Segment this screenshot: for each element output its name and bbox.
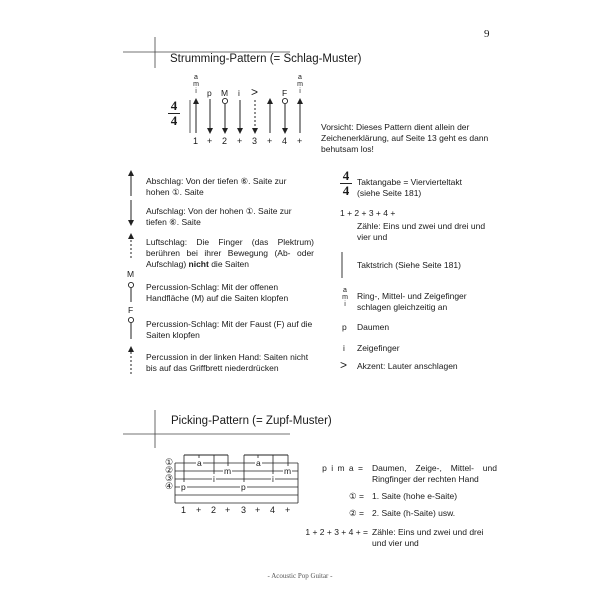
tab-note-p-1: p <box>181 482 186 492</box>
pick-count-and-2: + <box>225 505 231 515</box>
page-number: 9 <box>484 28 490 40</box>
pick-count-and-3: + <box>255 505 261 515</box>
tab-note-p-2: p <box>241 482 246 492</box>
string-4-label: ④ <box>165 481 174 491</box>
tab-note-i-1: i <box>213 474 215 484</box>
strum-count-2: 2 <box>222 136 228 146</box>
strum-count-3: 3 <box>252 136 258 146</box>
strum-ami-stack-2: a m i <box>297 74 303 95</box>
tab-note-m-1: m <box>224 466 232 476</box>
def-string2-term: ② = <box>349 508 364 518</box>
def-string1-term: ① = <box>349 491 364 501</box>
string-3-label: ③ <box>165 473 174 483</box>
legend-ami-stack: a m i <box>342 287 348 308</box>
strum-symbol-m: M <box>221 88 229 98</box>
legend-barline-text: Taktstrich (Siehe Seite 181) <box>357 260 461 270</box>
def-string2-desc: 2. Saite (h-Saite) usw. <box>372 508 456 518</box>
pick-count-and-4: + <box>285 505 291 515</box>
legend-count-text: Zähle: Eins und zwei und drei und vier und <box>357 221 486 242</box>
strum-count-and-3: + <box>267 136 273 146</box>
strum-symbol-f: F <box>282 88 288 98</box>
strum-count-1: 1 <box>193 136 199 146</box>
legend-luftschlag: Luftschlag: Die Finger (das Plektrum) berühren bei ihrer Bewegung (Ab- oder Aufschlag) nicht die Saiten <box>146 237 314 269</box>
legend-accent-symbol: > <box>340 358 348 372</box>
legend-marker-m: M <box>127 269 135 279</box>
pick-count-3: 3 <box>241 505 247 515</box>
legend-percussion-m: Percussion-Schlag: Mit der offenen Handfläche (M) auf die Saiten klopfen <box>146 282 289 303</box>
tab-note-m-2: m <box>284 466 292 476</box>
string-2-label: ② <box>165 465 174 475</box>
legend-ami-text: Ring-, Mittel- und Zeigefinger schlagen gleichzeitig an <box>357 291 467 312</box>
def-string1-desc: 1. Saite (hohe e-Saite) <box>372 491 458 501</box>
legend-p-text: Daumen <box>357 322 390 332</box>
strum-accent-symbol: > <box>251 85 259 99</box>
strum-count-and-1: + <box>207 136 213 146</box>
strum-count-and-4: + <box>297 136 303 146</box>
strum-note: Vorsicht: Dieses Pattern dient allein der Zeichenerklärung, auf Seite 13 geht es dann behutsam los! <box>321 122 489 154</box>
pick-count-and-1: + <box>196 505 202 515</box>
tab-string-numbers <box>165 458 173 490</box>
time-sig-top: 4 <box>170 98 178 113</box>
strum-ami-stack-1: a m i <box>193 74 199 95</box>
legend-p-letter: p <box>342 322 347 332</box>
legend-timesig-text: Taktangabe = Viervierteltakt (siehe Seite 181) <box>357 177 462 198</box>
def-count-desc: Zähle: Eins und zwei und drei und vier und <box>372 527 484 548</box>
def-count-term: 1 + 2 + 3 + 4 + = <box>305 527 368 537</box>
legend-aufschlag: Aufschlag: Von der hohen ①. Saite zur tiefen ⑥. Saite <box>146 206 292 227</box>
time-sig-bottom: 4 <box>170 113 178 128</box>
strumming-title: Strumming-Pattern (= Schlag-Muster) <box>170 53 362 65</box>
legend-abschlag: Abschlag: Von der tiefen ⑥. Saite zur hohen ①. Saite <box>146 176 287 197</box>
picking-title: Picking-Pattern (= Zupf-Muster) <box>171 415 332 427</box>
legend-percussion-f: Percussion-Schlag: Mit der Faust (F) auf die Saiten klopfen <box>146 319 313 340</box>
legend-left-hand-percussion: Percussion in der linken Hand: Saiten nicht bis auf das Griffbrett niederdrücken <box>146 352 309 373</box>
legend-i-text: Zeigefinger <box>357 343 400 353</box>
strum-count-and-2: + <box>237 136 243 146</box>
strum-symbol-i: i <box>238 88 240 98</box>
pick-count-1: 1 <box>181 505 187 515</box>
legend-marker-f: F <box>128 305 134 315</box>
string-1-label: ① <box>165 457 174 467</box>
pick-count-4: 4 <box>270 505 276 515</box>
pick-count-2: 2 <box>211 505 217 515</box>
page-footer: - Acoustic Pop Guitar - <box>267 572 333 580</box>
tab-note-i-2: i <box>272 474 274 484</box>
legend-i-letter: i <box>343 343 345 353</box>
def-pima-desc: Daumen, Zeige-, Mittel- und Ringfinger der rechten Hand <box>372 463 497 484</box>
legend-time-signature: 4 4 <box>340 170 352 197</box>
legend-count-line: 1 + 2 + 3 + 4 + <box>340 208 396 218</box>
legend-accent-text: Akzent: Lauter anschlagen <box>357 361 458 371</box>
strum-count-4: 4 <box>282 136 288 146</box>
def-pima-term: p i m a = <box>322 463 364 473</box>
strum-symbol-p: p <box>207 88 212 98</box>
tab-note-a-2: a <box>256 458 261 468</box>
tab-note-a-1: a <box>197 458 202 468</box>
